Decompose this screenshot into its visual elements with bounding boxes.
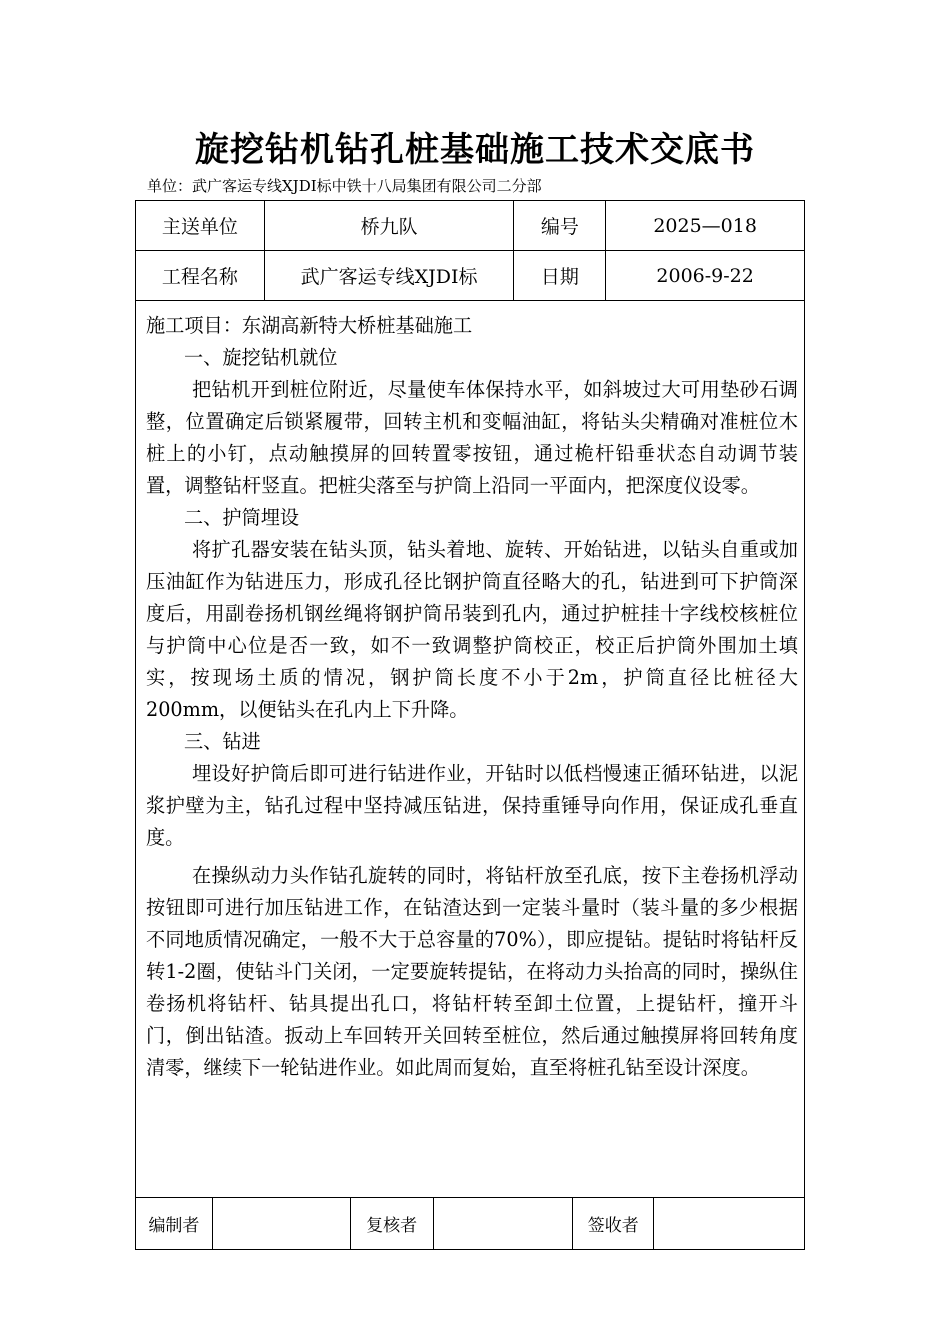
project-name-value: 武广客运专线XJDI标 xyxy=(264,251,514,301)
unit-line: 单位：武广客运专线XJDI标中铁十八局集团有限公司二分部 xyxy=(147,177,542,195)
project-name-label: 工程名称 xyxy=(136,251,265,301)
header-row-2 xyxy=(136,251,805,301)
project-line: 施工项目：东湖高新特大桥桩基础施工 xyxy=(146,314,473,337)
receiver-value xyxy=(654,1198,805,1250)
header-table xyxy=(135,200,805,301)
section-2-paragraph: 将扩孔器安装在钻头顶，钻头着地、旋转、开始钻进，以钻头自重或加压油缸作为钻进压力，形成孔径比钢护筒直径略大的孔，钻进到可下护筒深度后，用副卷扬机钢丝绳将钢护筒吊装到孔内，通过护桩挂十字线校核桩位与护筒中心位是否一致，如不一致调整护筒校正，校正后护筒外围加土填实，按现场土质的情况，钢护筒长度不小于2m，护筒直径比桩径大200mm，以便钻头在孔内上下升降。 xyxy=(146,538,798,721)
signature-row xyxy=(136,1198,805,1250)
section-2-title: 二、护筒埋设 xyxy=(184,506,300,529)
date-label: 日期 xyxy=(514,251,606,301)
section-1-title: 一、旋挖钻机就位 xyxy=(184,346,338,369)
receiver-label: 签收者 xyxy=(573,1198,654,1250)
compiler-label: 编制者 xyxy=(136,1198,213,1250)
signature-table xyxy=(135,1197,805,1250)
header-row-1 xyxy=(136,201,805,251)
document-title: 旋挖钻机钻孔桩基础施工技术交底书 xyxy=(195,130,755,170)
number-value: 2025—018 xyxy=(606,201,805,251)
section-3-paragraph-1: 埋设好护筒后即可进行钻进作业，开钻时以低档慢速正循环钻进，以泥浆护壁为主，钻孔过程中坚持减压钻进，保持重锤导向作用，保证成孔垂直度。 xyxy=(146,762,798,849)
number-label: 编号 xyxy=(514,201,606,251)
content-text xyxy=(146,310,798,1084)
reviewer-value xyxy=(433,1198,573,1250)
date-value: 2006-9-22 xyxy=(606,251,805,301)
content-box xyxy=(135,300,805,1198)
compiler-value xyxy=(212,1198,350,1250)
section-3-paragraph-2: 在操纵动力头作钻孔旋转的同时，将钻杆放至孔底，按下主卷扬机浮动按钮即可进行加压钻进工作，在钻渣达到一定装斗量时（装斗量的多少根据不同地质情况确定，一般不大于总容量的70%），即应提钻。提钻时将钻杆反转1-2圈，使钻斗门关闭，一定要旋转提钻，在将动力头抬高的同时，操纵住卷扬机将钻杆、钻具提出孔口，将钻杆转至卸土位置，上提钻杆，撞开斗门，倒出钻渣。扳动上车回转开关回转至桩位，然后通过触摸屏将回转角度清零，继续下一轮钻进作业。如此周而复始，直至将桩孔钻至设计深度。 xyxy=(146,864,798,1079)
section-1-paragraph: 把钻机开到桩位附近，尽量使车体保持水平，如斜坡过大可用垫砂石调整，位置确定后锁紧履带，回转主机和变幅油缸，将钻头尖精确对准桩位木桩上的小钉，点动触摸屏的回转置零按钮，通过桅杆铅垂状态自动调节装置，调整钻杆竖直。把桩尖落至与护筒上沿同一平面内，把深度仪设零。 xyxy=(146,378,798,497)
reviewer-label: 复核者 xyxy=(350,1198,433,1250)
sender-value: 桥九队 xyxy=(264,201,514,251)
section-3-title: 三、钻进 xyxy=(184,730,261,753)
sender-label: 主送单位 xyxy=(136,201,265,251)
